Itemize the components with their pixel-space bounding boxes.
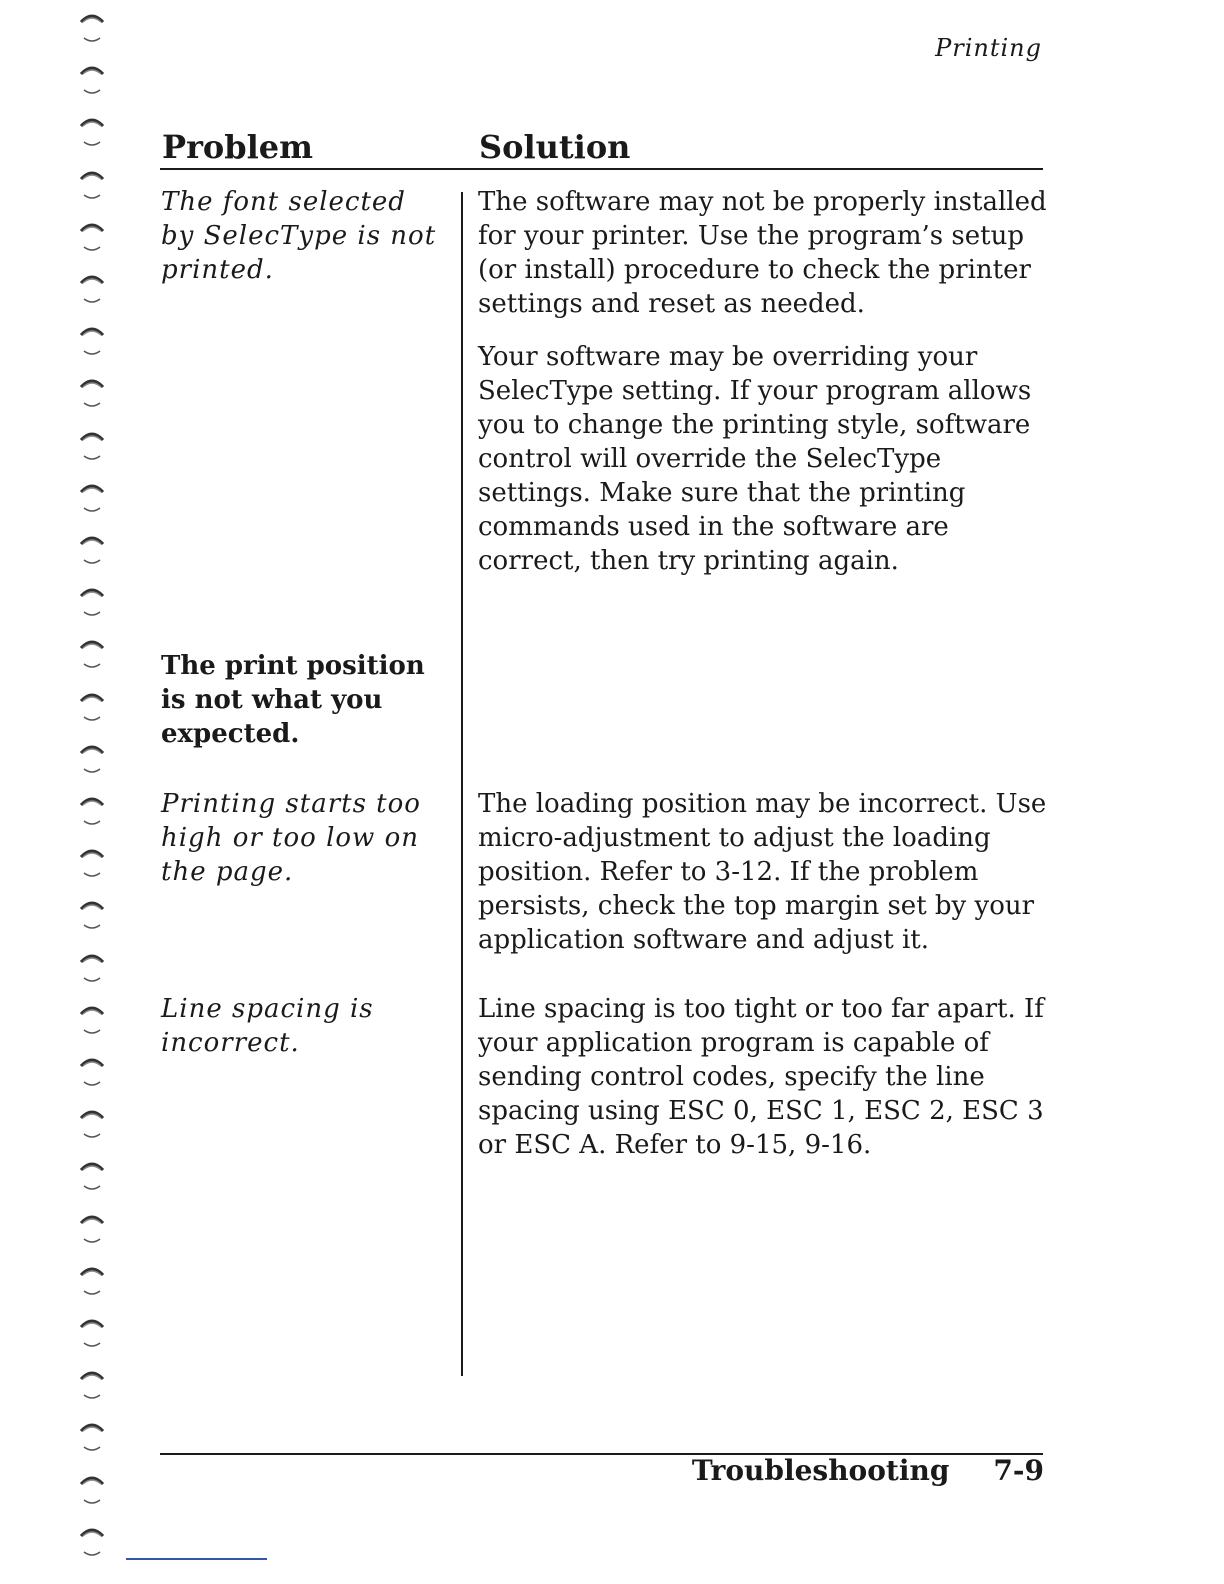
binding-ring-icon — [78, 60, 106, 100]
binding-ring-icon — [78, 1104, 106, 1144]
binding-ring-icon — [78, 1156, 106, 1196]
binding-ring-icon — [78, 791, 106, 831]
binding-ring-icon — [78, 426, 106, 466]
binding-ring-icon — [78, 165, 106, 205]
binding-ring-icon — [78, 321, 106, 361]
binding-ring-icon — [78, 1365, 106, 1405]
binding-ring-icon — [78, 8, 106, 48]
binding-ring-icon — [78, 1052, 106, 1092]
solution-line-spacing — [478, 992, 1048, 1162]
binding-ring-icon — [78, 1417, 106, 1457]
binding-ring-icon — [78, 217, 106, 257]
page-number: 7-9 — [993, 1454, 1044, 1487]
binding-ring-icon — [78, 1313, 106, 1353]
binding-ring-icon — [78, 739, 106, 779]
problem-heading-print-position: The print position is not what you expected. — [161, 651, 425, 749]
binding-ring-icon — [78, 582, 106, 622]
solution-paragraph: Line spacing is too tight or too far apart. If your application program is capable of sending control codes, specify the line spacing using ESC 0, ESC 1, ESC 2, ESC 3 or ESC A. Refer to 9-15, 9-16. — [478, 994, 1044, 1160]
running-head: Printing — [935, 34, 1042, 62]
binding-ring-icon — [78, 634, 106, 674]
footer-section: Troubleshooting — [691, 1454, 950, 1487]
column-divider — [461, 192, 463, 1376]
binding-ring-icon — [78, 373, 106, 413]
solution-paragraph: The software may not be properly installed for your printer. Use the program’s setup (or install) procedure to check the printer settings and reset as needed. — [478, 187, 1047, 319]
binding-ring-icon — [78, 269, 106, 309]
binding-ring-icon — [78, 530, 106, 570]
solution-paragraph: The loading position may be incorrect. Use micro-adjustment to adjust the loading position. Refer to 3-12. If the problem persists, check the top margin set by your application software and adjust it. — [478, 789, 1047, 955]
spiral-binding — [60, 0, 120, 1584]
solution-paragraph: Your software may be overriding your SelecType setting. If your program allows you to change the printing style, software control will override the SelecType settings. Make sure that the printing commands used in the software are correct, then try printing again. — [478, 342, 1032, 576]
binding-ring-icon — [78, 1470, 106, 1510]
binding-ring-icon — [78, 1000, 106, 1040]
problem-line-spacing: Line spacing is incorrect. — [161, 994, 374, 1058]
scan-artifact-line — [126, 1558, 267, 1560]
binding-ring-icon — [78, 895, 106, 935]
binding-ring-icon — [78, 478, 106, 518]
binding-ring-icon — [78, 1209, 106, 1249]
solution-font-not-printed — [478, 185, 1048, 578]
binding-ring-icon — [78, 1261, 106, 1301]
problem-column-header: Problem — [162, 128, 314, 166]
binding-ring-icon — [78, 843, 106, 883]
binding-ring-icon — [78, 1522, 106, 1562]
problem-font-not-printed: The font selected by SelecType is not printed. — [161, 187, 437, 285]
table-header — [160, 128, 1043, 170]
page-footer — [692, 1454, 1044, 1487]
binding-ring-icon — [78, 687, 106, 727]
solution-column-header: Solution — [479, 128, 631, 166]
binding-ring-icon — [78, 948, 106, 988]
solution-printing-starts — [478, 787, 1048, 957]
binding-ring-icon — [78, 112, 106, 152]
problem-printing-starts: Printing starts too high or too low on the page. — [161, 789, 421, 887]
